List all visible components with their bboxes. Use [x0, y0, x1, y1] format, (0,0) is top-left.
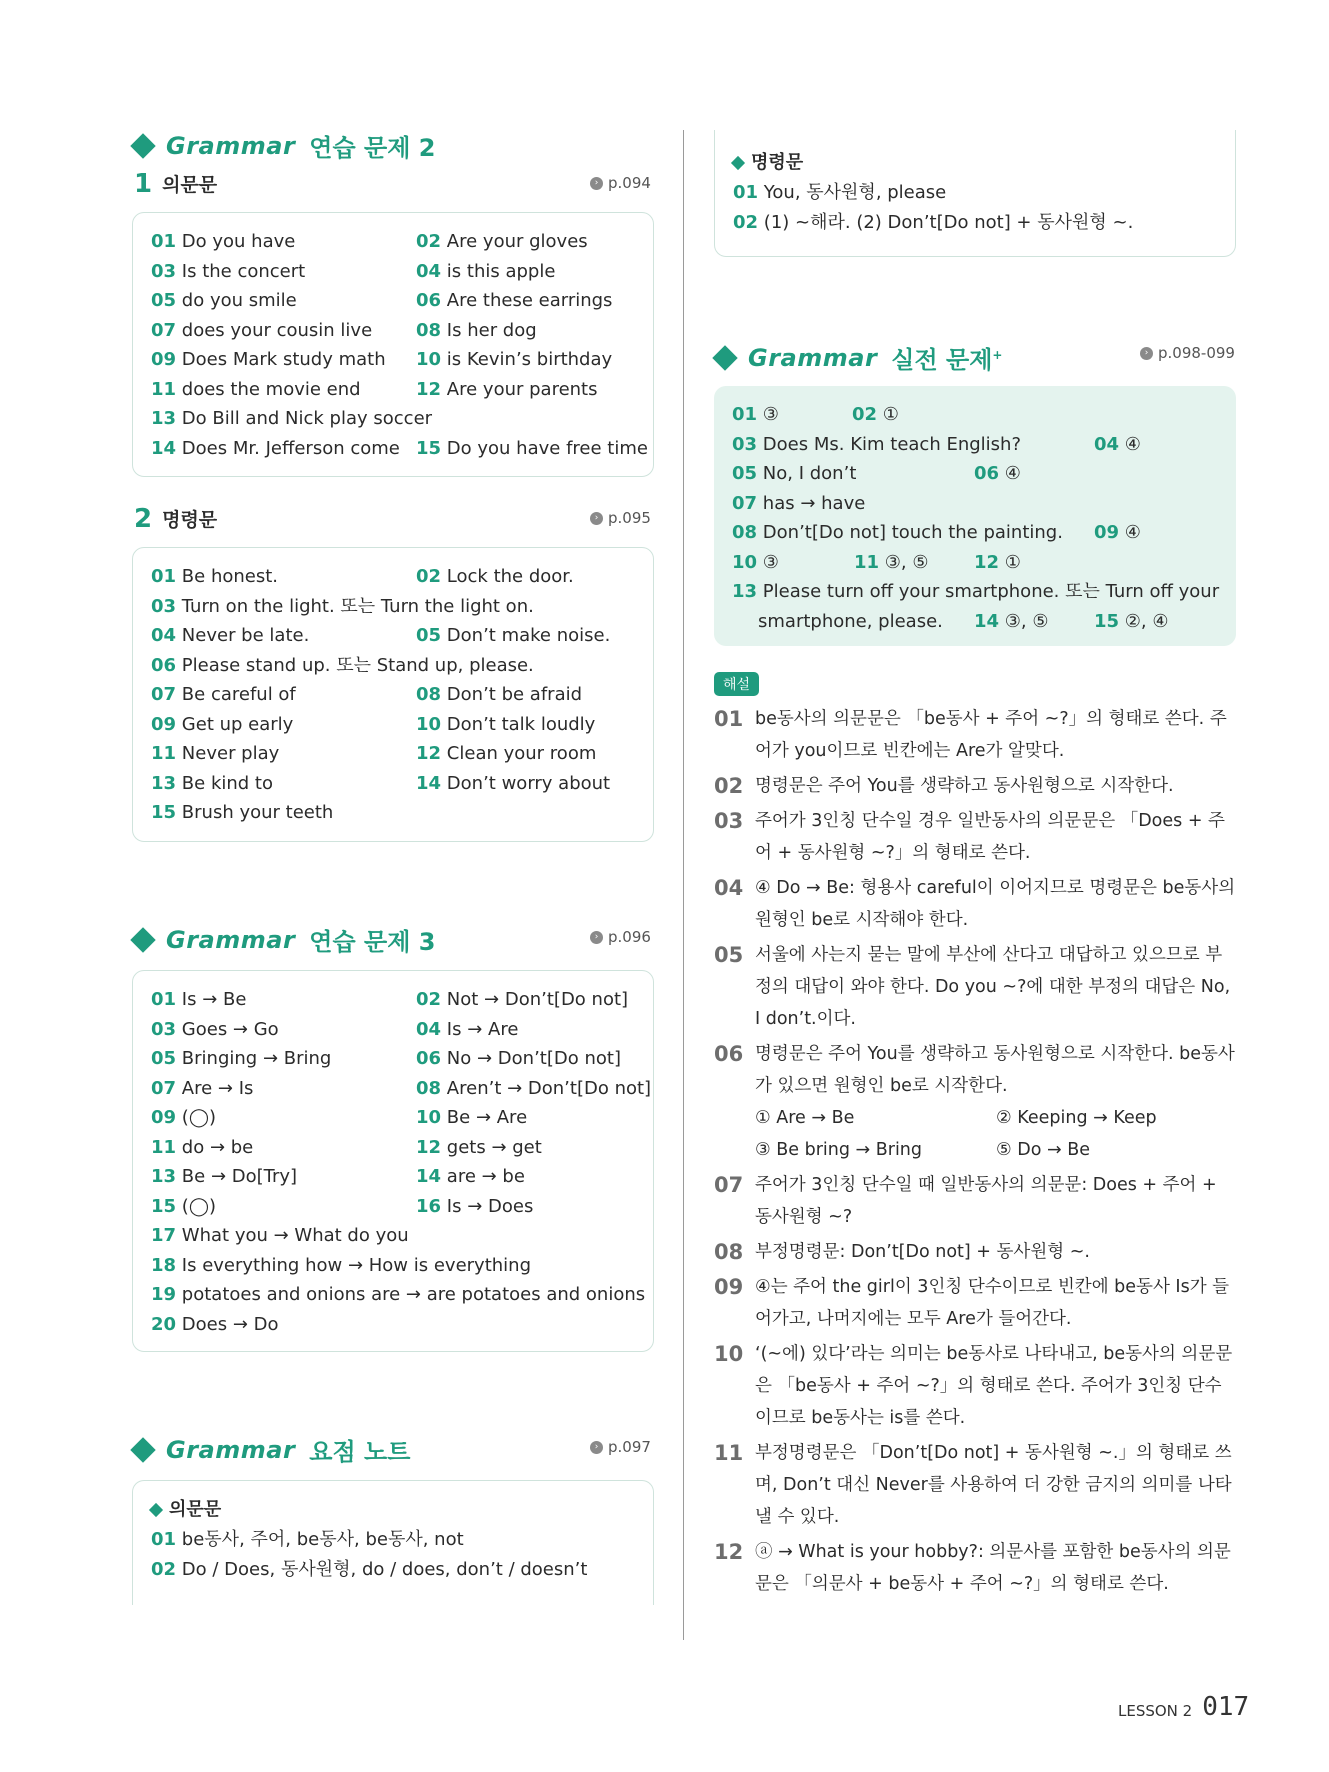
answer-box-real-test: 01 ③ 02 ① 03 Does Ms. Kim teach English? 04 ④ 05 No, I don’t 06 ④ 07 has → have 08 Don’t[Do not] touch the painting. 09 ④ 10 ③ 11 ③, ⑤ 12 ① 13 Please turn off your smartphone. 또는 Turn off your smartphone, please. 14 ③, ⑤ 15 ②, ④	[714, 386, 1236, 646]
list-item: 03 Goes → Go	[151, 1018, 279, 1040]
answer-box-q1	[132, 212, 654, 477]
explanation-item: 11 부정명령문은 「Don’t[Do not] + 동사원형 ~.」의 형태로 쓰며, Don’t 대신 Never를 사용하여 더 강한 금지의 의미를 나타낼 수 있다.	[714, 1441, 1232, 1527]
note-subhead: 의문문	[151, 1495, 635, 1525]
arrow-circle-icon: ›	[590, 1441, 603, 1454]
explanation-list	[714, 703, 1236, 1603]
arrow-circle-icon: ›	[590, 931, 603, 944]
page-reference: › p.096	[590, 928, 651, 946]
question-2-header	[134, 505, 217, 532]
section-title-real-test	[716, 340, 1002, 375]
question-number: 2	[134, 504, 153, 534]
arrow-circle-icon: ›	[590, 512, 603, 525]
list-item: 09 Get up early	[151, 713, 294, 735]
list-item: 02 Do / Does, 동사원형, do / does, don’t / doesn’t	[151, 1558, 588, 1580]
section-title-text: 요점 노트	[309, 1438, 411, 1466]
brand-label: Grammar	[166, 131, 296, 160]
list-item: 05 do you smile	[151, 290, 297, 311]
list-item: 04 Never be late.	[151, 625, 310, 646]
list-item: 05 Don’t make noise.	[416, 625, 611, 646]
list-item: 02 Not → Don’t[Do not]	[416, 989, 629, 1010]
list-item: 14 Does Mr. Jefferson come	[151, 437, 400, 459]
list-item: 15 Do you have free time	[416, 437, 648, 459]
list-item: 04 is this apple	[416, 260, 556, 282]
explanation-item: 04 ④ Do → Be: 형용사 careful이 이어지므로 명령문은 be동사의 원형인 be로 시작해야 한다.	[714, 876, 1236, 930]
list-item: 12 gets → get	[416, 1136, 542, 1158]
question-number: 1	[134, 169, 153, 199]
list-item: 17 What you → What do you	[151, 1225, 409, 1246]
diamond-icon	[712, 345, 737, 370]
explanation-badge: 해설	[714, 672, 759, 696]
list-item: 01 Do you have	[151, 231, 296, 252]
explanation-item: 03 주어가 3인칭 단수일 경우 일반동사의 의문문은 「Does + 주어 + 동사원형 ~?」의 형태로 쓴다.	[714, 809, 1225, 863]
section-title-key-notes	[134, 1432, 410, 1467]
list-item: 12 Are your parents	[416, 378, 598, 400]
list-item: 06 Are these earrings	[416, 290, 613, 311]
explanation-item: 01 be동사의 의문문은 「be동사 + 주어 ~?」의 형태로 쓴다. 주어가 you이므로 빈칸에는 Are가 알맞다.	[714, 707, 1227, 761]
list-item: 15 (◯)	[151, 1195, 216, 1217]
page-reference: › p.097	[590, 1438, 651, 1456]
brand-label: Grammar	[748, 343, 878, 372]
page-footer	[1118, 1694, 1249, 1720]
list-item: 03 Turn on the light. 또는 Turn the light on.	[151, 595, 534, 617]
list-item: 10 Be → Are	[416, 1107, 528, 1128]
list-item: 11 Never play	[151, 743, 280, 764]
list-item: 09 (◯)	[151, 1107, 216, 1128]
arrow-circle-icon: ›	[590, 177, 603, 190]
explanation-item: 02 명령문은 주어 You를 생략하고 동사원형으로 시작한다.	[714, 774, 1174, 798]
key-notes-box	[132, 1480, 654, 1605]
list-item: 20 Does → Do	[151, 1313, 279, 1335]
page-reference: › p.094	[590, 174, 651, 192]
explanation-sub-answers: ① Are → Be ② Keeping → Keep ③ Be bring → Bring ⑤ Do → Be	[755, 1108, 1157, 1160]
explanation-item: 05 서울에 사는지 묻는 말에 부산에 산다고 대답하고 있으므로 부정의 대답이 와야 한다. Do you ~?에 대한 부정의 대답은 No, I don’t.이다.	[714, 943, 1231, 1029]
list-item: 13 Do Bill and Nick play soccer	[151, 408, 433, 429]
list-item: 02 Are your gloves	[416, 231, 588, 252]
answer-box-q2	[132, 547, 654, 842]
list-item: 10 Don’t talk loudly	[416, 713, 596, 735]
list-item: 19 potatoes and onions are → are potatoes and onions	[151, 1284, 646, 1305]
explanation-item: 08 부정명령문: Don’t[Do not] + 동사원형 ~.	[714, 1240, 1090, 1264]
list-item: 14 are → be	[416, 1166, 525, 1187]
list-item: 07 does your cousin live	[151, 319, 373, 341]
list-item: 01 Is → Be	[151, 989, 247, 1010]
list-item: 08 Aren’t → Don’t[Do not]	[416, 1077, 652, 1099]
list-item: 08 Is her dog	[416, 319, 537, 341]
list-item: 11 do → be	[151, 1136, 254, 1158]
question-label: 의문문	[162, 174, 218, 196]
section-title-practice-3	[134, 922, 435, 957]
diamond-icon	[731, 156, 745, 170]
diamond-icon	[130, 1437, 155, 1462]
list-item: 12 Clean your room	[416, 743, 597, 764]
brand-label: Grammar	[166, 925, 296, 954]
list-item: 07 Are → Is	[151, 1077, 254, 1099]
page-reference: › p.098-099	[1140, 344, 1235, 362]
list-item: 02 Lock the door.	[416, 566, 574, 587]
column-divider	[683, 130, 684, 1640]
list-item: 05 Bringing → Bring	[151, 1048, 332, 1069]
list-item: 01 You, 동사원형, please	[733, 182, 947, 203]
list-item: 03 Is the concert	[151, 260, 306, 282]
brand-label: Grammar	[166, 1435, 296, 1464]
explanation-item: 12 ⓐ → What is your hobby?: 의문사를 포함한 be동사의 의문문은 「의문사 + be동사 + 주어 ~?」의 형태로 쓴다.	[714, 1540, 1231, 1594]
list-item: 18 Is everything how → How is everything	[151, 1254, 531, 1276]
note-subhead: 명령문	[733, 148, 1217, 178]
arrow-circle-icon: ›	[1140, 347, 1153, 360]
lesson-label: LESSON 2	[1118, 1702, 1193, 1720]
list-item: 04 Is → Are	[416, 1018, 519, 1040]
diamond-icon	[130, 133, 155, 158]
diamond-icon	[149, 1503, 163, 1517]
list-item: 09 Does Mark study math	[151, 349, 386, 370]
list-item: 06 No → Don’t[Do not]	[416, 1048, 621, 1069]
section-title-text: 연습 문제 3	[309, 928, 436, 956]
explanation-item: 09 ④는 주어 the girl이 3인칭 단수이므로 빈칸에 be동사 Is가 들어가고, 나머지에는 모두 Are가 들어간다.	[714, 1275, 1230, 1329]
list-item: 16 Is → Does	[416, 1195, 534, 1217]
page-number: 017	[1202, 1692, 1250, 1722]
question-1-header	[134, 170, 217, 197]
list-item: 01 Be honest.	[151, 566, 279, 587]
explanation-item: 07 주어가 3인칭 단수일 때 일반동사의 의문문: Does + 주어 + 동사원형 ~?	[714, 1173, 1217, 1227]
list-item: 02 (1) ~해라. (2) Don’t[Do not] + 동사원형 ~.	[733, 211, 1134, 233]
list-item: 13 Be kind to	[151, 772, 273, 794]
section-title-text: 연습 문제 2	[309, 134, 436, 162]
list-item: 07 Be careful of	[151, 684, 296, 705]
list-item: 15 Brush your teeth	[151, 802, 334, 823]
diamond-icon	[130, 927, 155, 952]
section-title-practice-2	[134, 128, 435, 163]
list-item: 13 Be → Do[Try]	[151, 1166, 298, 1187]
list-item: 11 does the movie end	[151, 378, 361, 400]
question-label: 명령문	[162, 509, 218, 531]
key-notes-continued-box	[714, 130, 1236, 257]
list-item: 14 Don’t worry about	[416, 772, 611, 794]
explanation-item: 10 ‘(~에) 있다’라는 의미는 be동사로 나타내고, be동사의 의문문은 「be동사 + 주어 ~?」의 형태로 쓴다. 주어가 3인칭 단수이므로 be동사는 is를 쓴다.	[714, 1342, 1233, 1428]
explanation-item: 06 명령문은 주어 You를 생략하고 동사원형으로 시작한다. be동사가 있으면 원형인 be로 시작한다.	[714, 1042, 1235, 1096]
list-item: 06 Please stand up. 또는 Stand up, please.	[151, 654, 534, 676]
list-item: 08 Don’t be afraid	[416, 684, 583, 705]
answer-box-practice-3	[132, 970, 654, 1352]
list-item: 10 is Kevin’s birthday	[416, 349, 613, 370]
section-title-text: 실전 문제+	[891, 346, 1003, 374]
page-reference: › p.095	[590, 509, 651, 527]
list-item: 01 be동사, 주어, be동사, be동사, not	[151, 1529, 464, 1550]
